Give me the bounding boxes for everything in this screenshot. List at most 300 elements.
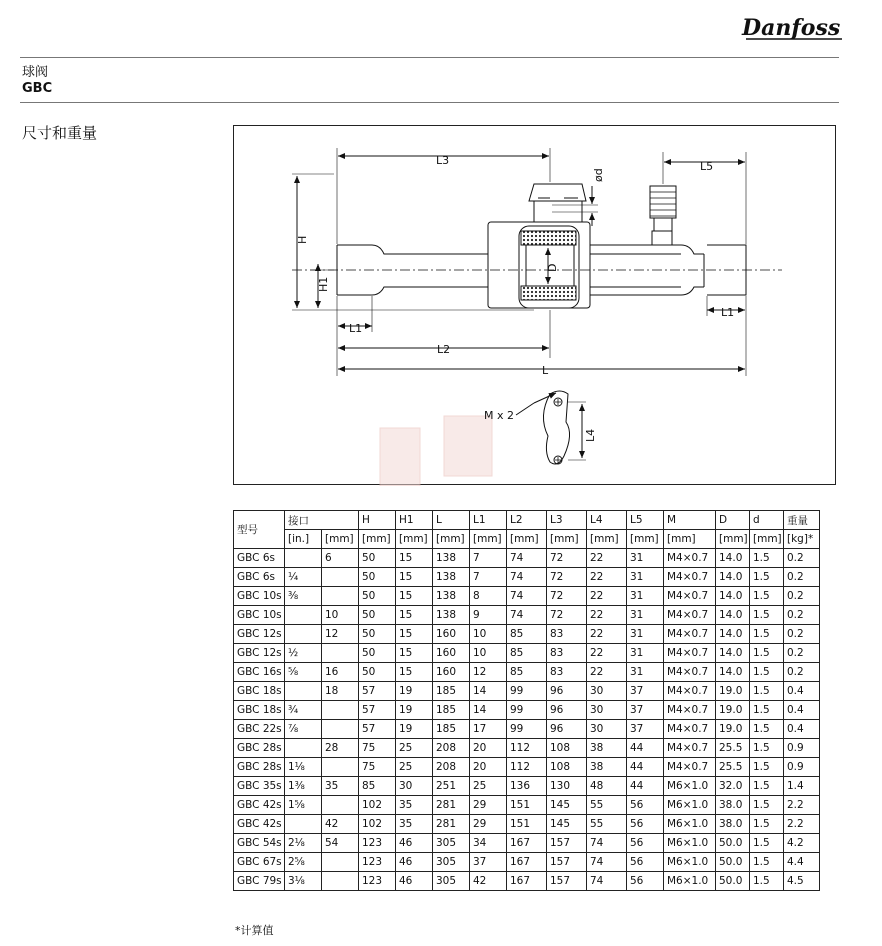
table-cell: 19 xyxy=(396,701,433,720)
table-cell: 85 xyxy=(507,663,547,682)
table-cell: 1.5 xyxy=(750,739,784,758)
model-cell: GBC 28s xyxy=(234,758,285,777)
table-cell xyxy=(285,549,322,568)
table-cell: 138 xyxy=(433,587,470,606)
table-cell: 25.5 xyxy=(716,739,750,758)
table-cell: 1.5 xyxy=(750,758,784,777)
table-cell: 1.5 xyxy=(750,872,784,891)
model-cell: GBC 18s xyxy=(234,701,285,720)
table-cell: 55 xyxy=(587,815,627,834)
table-cell: 1.5 xyxy=(750,625,784,644)
unit-cell: [mm] xyxy=(396,530,433,549)
table-cell: 4.2 xyxy=(784,834,820,853)
table-row xyxy=(234,568,820,587)
table-cell xyxy=(285,815,322,834)
table-cell: 74 xyxy=(507,587,547,606)
table-cell: 57 xyxy=(359,682,396,701)
table-cell: 46 xyxy=(396,853,433,872)
table-cell: 42 xyxy=(322,815,359,834)
table-cell: 31 xyxy=(627,587,664,606)
table-cell: 1.4 xyxy=(784,777,820,796)
model-cell: GBC 12s xyxy=(234,644,285,663)
table-cell: 30 xyxy=(587,701,627,720)
table-cell: 34 xyxy=(470,834,507,853)
table-row xyxy=(234,663,820,682)
table-cell: 14 xyxy=(470,701,507,720)
label-l1-right: L1 xyxy=(721,306,735,319)
table-cell: 31 xyxy=(627,549,664,568)
unit-cell: [mm] xyxy=(750,530,784,549)
table-cell: 138 xyxy=(433,549,470,568)
table-cell: 22 xyxy=(587,606,627,625)
table-cell: 30 xyxy=(587,720,627,739)
table-cell: 72 xyxy=(547,587,587,606)
table-cell: ⅞ xyxy=(285,720,322,739)
model-cell: GBC 10s xyxy=(234,587,285,606)
table-cell: 10 xyxy=(470,644,507,663)
table-cell: 44 xyxy=(627,739,664,758)
table-cell: 83 xyxy=(547,663,587,682)
header-cell: d xyxy=(750,511,784,530)
table-cell: 10 xyxy=(470,625,507,644)
table-cell: 1⅛ xyxy=(285,758,322,777)
table-cell: 22 xyxy=(587,549,627,568)
danfoss-logo xyxy=(738,8,848,48)
table-row xyxy=(234,758,820,777)
table-cell: 14.0 xyxy=(716,606,750,625)
header-row-units xyxy=(234,530,820,549)
table-cell: 35 xyxy=(396,796,433,815)
table-cell: M6×1.0 xyxy=(664,796,716,815)
table-cell: 74 xyxy=(507,606,547,625)
table-cell: 9 xyxy=(470,606,507,625)
table-cell: 35 xyxy=(322,777,359,796)
unit-cell: [mm] xyxy=(322,530,359,549)
unit-cell: [kg]* xyxy=(784,530,820,549)
label-d: D xyxy=(546,263,559,272)
table-cell xyxy=(322,720,359,739)
table-cell: 85 xyxy=(359,777,396,796)
table-cell: 18 xyxy=(322,682,359,701)
table-cell: 185 xyxy=(433,720,470,739)
unit-cell: [mm] xyxy=(664,530,716,549)
table-cell: 38 xyxy=(587,739,627,758)
table-cell: M6×1.0 xyxy=(664,872,716,891)
table-cell: 74 xyxy=(587,872,627,891)
table-cell: M4×0.7 xyxy=(664,739,716,758)
product-code: GBC xyxy=(22,81,53,96)
table-cell: M4×0.7 xyxy=(664,663,716,682)
table-cell: 20 xyxy=(470,758,507,777)
table-cell: 37 xyxy=(627,720,664,739)
table-cell: 44 xyxy=(627,758,664,777)
table-cell: 50 xyxy=(359,625,396,644)
table-cell: 151 xyxy=(507,796,547,815)
table-cell xyxy=(285,739,322,758)
table-cell: 31 xyxy=(627,644,664,663)
table-cell: 30 xyxy=(396,777,433,796)
model-cell: GBC 35s xyxy=(234,777,285,796)
table-cell: 99 xyxy=(507,720,547,739)
table-cell xyxy=(322,568,359,587)
table-cell: 112 xyxy=(507,739,547,758)
table-cell: 56 xyxy=(627,834,664,853)
table-cell: 102 xyxy=(359,815,396,834)
dimension-table xyxy=(233,510,820,891)
table-cell: 2⅝ xyxy=(285,853,322,872)
table-cell: 1.5 xyxy=(750,815,784,834)
table-cell: 99 xyxy=(507,682,547,701)
label-l1-left: L1 xyxy=(349,322,363,335)
table-cell: 160 xyxy=(433,625,470,644)
table-row xyxy=(234,739,820,758)
table-cell: 1.5 xyxy=(750,777,784,796)
table-row xyxy=(234,549,820,568)
table-cell xyxy=(285,606,322,625)
table-cell: 123 xyxy=(359,834,396,853)
table-cell: 14 xyxy=(470,682,507,701)
table-cell: 12 xyxy=(322,625,359,644)
table-cell: 4.5 xyxy=(784,872,820,891)
unit-cell: [mm] xyxy=(716,530,750,549)
table-cell: 38.0 xyxy=(716,796,750,815)
table-cell: 0.4 xyxy=(784,701,820,720)
table-cell xyxy=(322,701,359,720)
table-cell: 50 xyxy=(359,568,396,587)
table-cell: 305 xyxy=(433,872,470,891)
model-cell: GBC 16s xyxy=(234,663,285,682)
table-cell xyxy=(285,625,322,644)
brand-logo-text: Danfoss xyxy=(742,15,841,41)
model-cell: GBC 6s xyxy=(234,549,285,568)
table-row xyxy=(234,872,820,891)
header-cell: M xyxy=(664,511,716,530)
table-cell: ¾ xyxy=(285,701,322,720)
table-cell: 46 xyxy=(396,872,433,891)
table-cell: 1.5 xyxy=(750,568,784,587)
table-cell: 138 xyxy=(433,606,470,625)
header-cell: D xyxy=(716,511,750,530)
table-cell: ⅜ xyxy=(285,587,322,606)
table-cell: 0.2 xyxy=(784,663,820,682)
table-cell: 99 xyxy=(507,701,547,720)
table-cell: ½ xyxy=(285,644,322,663)
model-cell: GBC 54s xyxy=(234,834,285,853)
header-cell: L5 xyxy=(627,511,664,530)
table-cell: 50 xyxy=(359,606,396,625)
table-cell: M4×0.7 xyxy=(664,758,716,777)
table-cell: 14.0 xyxy=(716,568,750,587)
table-cell: 6 xyxy=(322,549,359,568)
table-cell: M4×0.7 xyxy=(664,587,716,606)
table-cell: M4×0.7 xyxy=(664,606,716,625)
model-cell: GBC 67s xyxy=(234,853,285,872)
table-cell: 14.0 xyxy=(716,587,750,606)
table-row xyxy=(234,720,820,739)
table-cell: 17 xyxy=(470,720,507,739)
model-cell: GBC 10s xyxy=(234,606,285,625)
table-cell: 0.2 xyxy=(784,568,820,587)
table-cell: 0.2 xyxy=(784,644,820,663)
label-h: H xyxy=(296,235,309,244)
label-l3: L3 xyxy=(436,154,450,167)
table-cell: 7 xyxy=(470,568,507,587)
header-cell: L1 xyxy=(470,511,507,530)
table-row xyxy=(234,796,820,815)
table-cell: 38 xyxy=(587,758,627,777)
table-cell: 2.2 xyxy=(784,815,820,834)
table-cell: 151 xyxy=(507,815,547,834)
table-cell: 136 xyxy=(507,777,547,796)
table-cell: 22 xyxy=(587,663,627,682)
table-cell: 50 xyxy=(359,663,396,682)
table-cell: 130 xyxy=(547,777,587,796)
footnote: *计算值 xyxy=(235,924,274,937)
table-cell: 208 xyxy=(433,739,470,758)
unit-cell: [in.] xyxy=(285,530,322,549)
table-cell: 123 xyxy=(359,872,396,891)
table-cell xyxy=(322,872,359,891)
section-title: 尺寸和重量 xyxy=(22,124,98,142)
table-cell: 46 xyxy=(396,834,433,853)
table-cell: 22 xyxy=(587,625,627,644)
table-head xyxy=(234,511,820,549)
header-cell-model: 型号 xyxy=(234,511,285,549)
table-cell: 15 xyxy=(396,625,433,644)
table-cell: M6×1.0 xyxy=(664,815,716,834)
table-cell: M4×0.7 xyxy=(664,625,716,644)
table-cell: 50.0 xyxy=(716,853,750,872)
table-cell: 185 xyxy=(433,701,470,720)
table-cell: 31 xyxy=(627,606,664,625)
table-cell: 85 xyxy=(507,644,547,663)
model-cell: GBC 28s xyxy=(234,739,285,758)
table-row xyxy=(234,834,820,853)
model-cell: GBC 22s xyxy=(234,720,285,739)
table-cell: 31 xyxy=(627,663,664,682)
table-cell: 15 xyxy=(396,549,433,568)
model-cell: GBC 18s xyxy=(234,682,285,701)
table-cell: 96 xyxy=(547,720,587,739)
model-cell: GBC 42s xyxy=(234,815,285,834)
table-cell: 37 xyxy=(470,853,507,872)
table-cell: ¼ xyxy=(285,568,322,587)
model-cell: GBC 12s xyxy=(234,625,285,644)
table-cell: 22 xyxy=(587,587,627,606)
table-cell: 37 xyxy=(627,701,664,720)
table-cell: 75 xyxy=(359,739,396,758)
table-cell: 35 xyxy=(396,815,433,834)
table-cell: 1.5 xyxy=(750,606,784,625)
table-cell: ⅝ xyxy=(285,663,322,682)
table-cell: 85 xyxy=(507,625,547,644)
table-cell: 15 xyxy=(396,587,433,606)
table-body xyxy=(234,549,820,891)
table-cell: 2.2 xyxy=(784,796,820,815)
table-cell: 8 xyxy=(470,587,507,606)
table-row xyxy=(234,606,820,625)
table-cell: 2⅛ xyxy=(285,834,322,853)
table-cell: 1⅝ xyxy=(285,796,322,815)
table-cell xyxy=(322,853,359,872)
table-cell: 25 xyxy=(396,739,433,758)
table-cell: M6×1.0 xyxy=(664,777,716,796)
table-cell: 31 xyxy=(627,625,664,644)
table-cell: 72 xyxy=(547,568,587,587)
table-cell xyxy=(322,758,359,777)
table-cell: 50.0 xyxy=(716,872,750,891)
table-cell: 19 xyxy=(396,720,433,739)
label-h1: H1 xyxy=(317,276,330,292)
table-cell: M4×0.7 xyxy=(664,549,716,568)
unit-cell: [mm] xyxy=(547,530,587,549)
unit-cell: [mm] xyxy=(587,530,627,549)
table-cell: M4×0.7 xyxy=(664,644,716,663)
dimension-drawing xyxy=(233,125,836,485)
table-cell: 25 xyxy=(470,777,507,796)
table-row xyxy=(234,701,820,720)
table-cell: 14.0 xyxy=(716,549,750,568)
table-cell: 14.0 xyxy=(716,644,750,663)
header-cell: L2 xyxy=(507,511,547,530)
table-cell: 15 xyxy=(396,606,433,625)
label-od: ød xyxy=(592,168,605,182)
table-cell: 50 xyxy=(359,549,396,568)
label-l5: L5 xyxy=(700,160,714,173)
table-cell: 38.0 xyxy=(716,815,750,834)
table-cell: M6×1.0 xyxy=(664,834,716,853)
table-cell: 72 xyxy=(547,549,587,568)
header-cell: L3 xyxy=(547,511,587,530)
table-cell: 1.5 xyxy=(750,644,784,663)
table-cell: 30 xyxy=(587,682,627,701)
table-cell: 1.5 xyxy=(750,853,784,872)
table-cell: 157 xyxy=(547,853,587,872)
table-cell: 112 xyxy=(507,758,547,777)
table-cell: 1.5 xyxy=(750,796,784,815)
table-cell: 157 xyxy=(547,872,587,891)
table-cell: 0.2 xyxy=(784,625,820,644)
table-cell: 19.0 xyxy=(716,682,750,701)
table-cell: 123 xyxy=(359,853,396,872)
table-cell xyxy=(285,682,322,701)
table-cell: M4×0.7 xyxy=(664,682,716,701)
table-cell: 0.9 xyxy=(784,739,820,758)
table-cell: 15 xyxy=(396,644,433,663)
table-row xyxy=(234,587,820,606)
table-cell: M6×1.0 xyxy=(664,853,716,872)
unit-cell: [mm] xyxy=(470,530,507,549)
table-cell: 1.5 xyxy=(750,701,784,720)
table-cell: 4.4 xyxy=(784,853,820,872)
table-cell: 48 xyxy=(587,777,627,796)
table-row xyxy=(234,625,820,644)
table-cell: 56 xyxy=(627,796,664,815)
table-cell: 25 xyxy=(396,758,433,777)
table-cell xyxy=(322,644,359,663)
table-row xyxy=(234,815,820,834)
table-cell: 281 xyxy=(433,815,470,834)
table-cell: 167 xyxy=(507,872,547,891)
table-cell: 185 xyxy=(433,682,470,701)
table-cell: 29 xyxy=(470,796,507,815)
table-cell: 1.5 xyxy=(750,682,784,701)
header-cell: 重量 xyxy=(784,511,820,530)
table-cell: 102 xyxy=(359,796,396,815)
header-cell-connection: 接口 xyxy=(285,511,359,530)
table-cell: 7 xyxy=(470,549,507,568)
table-cell: 167 xyxy=(507,853,547,872)
table-cell: 305 xyxy=(433,834,470,853)
table-cell: 10 xyxy=(322,606,359,625)
header-cell: H1 xyxy=(396,511,433,530)
table-cell: M4×0.7 xyxy=(664,720,716,739)
table-cell: 44 xyxy=(627,777,664,796)
table-cell: 20 xyxy=(470,739,507,758)
table-cell: 16 xyxy=(322,663,359,682)
table-cell: 160 xyxy=(433,644,470,663)
table-cell: 145 xyxy=(547,796,587,815)
table-cell: 75 xyxy=(359,758,396,777)
table-cell: 0.4 xyxy=(784,682,820,701)
table-cell: 0.9 xyxy=(784,758,820,777)
unit-cell: [mm] xyxy=(359,530,396,549)
table-cell: 56 xyxy=(627,853,664,872)
table-cell: 208 xyxy=(433,758,470,777)
unit-cell: [mm] xyxy=(507,530,547,549)
table-cell: M4×0.7 xyxy=(664,568,716,587)
header-cell: H xyxy=(359,511,396,530)
valve-drawing-svg xyxy=(234,126,837,486)
table-row xyxy=(234,682,820,701)
table-cell: 15 xyxy=(396,663,433,682)
table-cell: 74 xyxy=(507,549,547,568)
table-cell: 32.0 xyxy=(716,777,750,796)
table-cell: 57 xyxy=(359,701,396,720)
subheader-rule xyxy=(20,102,839,103)
table-row xyxy=(234,644,820,663)
table-cell: 72 xyxy=(547,606,587,625)
unit-cell: [mm] xyxy=(627,530,664,549)
table-cell: 74 xyxy=(587,853,627,872)
table-cell: 12 xyxy=(470,663,507,682)
table-cell: 145 xyxy=(547,815,587,834)
table-cell: 96 xyxy=(547,682,587,701)
table-cell: 50 xyxy=(359,644,396,663)
table-cell: 160 xyxy=(433,663,470,682)
table-cell: 56 xyxy=(627,815,664,834)
table-cell: 1.5 xyxy=(750,720,784,739)
label-l2: L2 xyxy=(437,343,451,356)
header-cell: L4 xyxy=(587,511,627,530)
table-cell: 138 xyxy=(433,568,470,587)
header-cell: L xyxy=(433,511,470,530)
table-cell: 25.5 xyxy=(716,758,750,777)
table-cell: 0.4 xyxy=(784,720,820,739)
table-cell: 0.2 xyxy=(784,606,820,625)
table-cell: 167 xyxy=(507,834,547,853)
model-cell: GBC 79s xyxy=(234,872,285,891)
table-cell: 1.5 xyxy=(750,549,784,568)
table-cell: 305 xyxy=(433,853,470,872)
table-cell xyxy=(322,796,359,815)
table-cell: 83 xyxy=(547,625,587,644)
table-cell: 83 xyxy=(547,644,587,663)
table-cell: 281 xyxy=(433,796,470,815)
table-cell: 1.5 xyxy=(750,587,784,606)
table-cell: 96 xyxy=(547,701,587,720)
header-row-top xyxy=(234,511,820,530)
